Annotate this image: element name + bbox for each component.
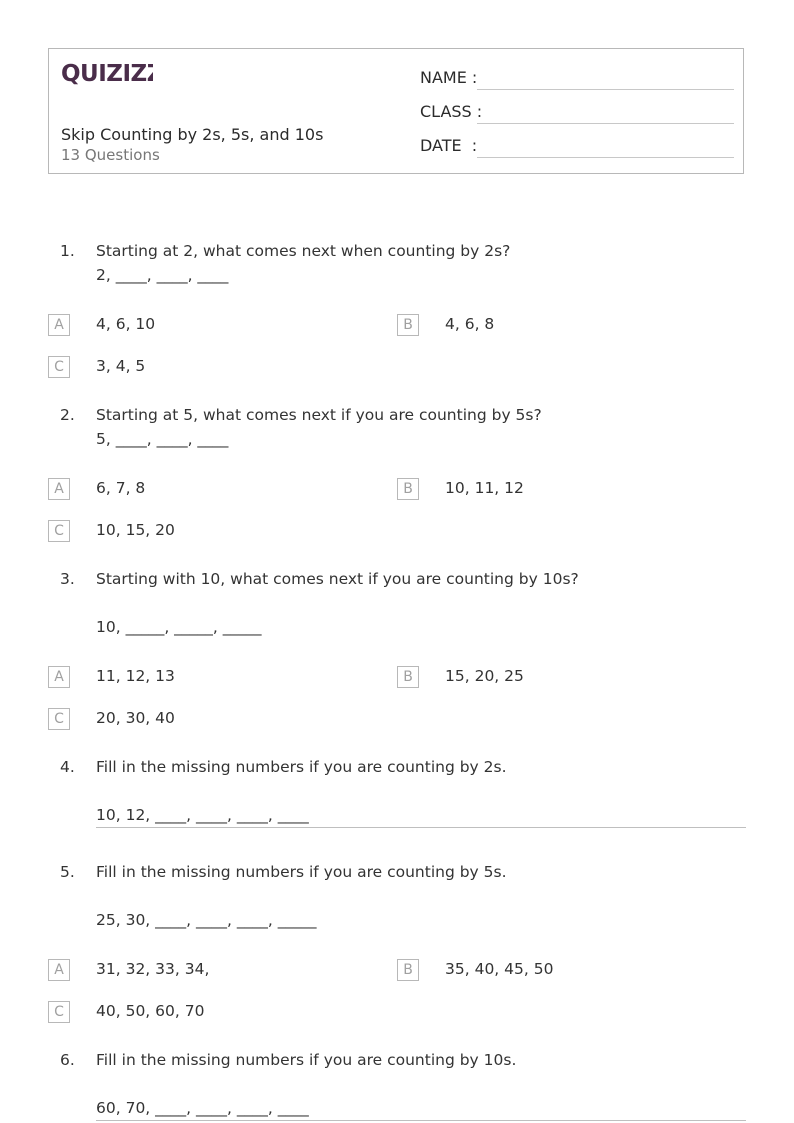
name-label: NAME : <box>420 68 478 87</box>
question-count: 13 Questions <box>61 146 160 164</box>
question-number: 6. <box>60 1051 75 1069</box>
option-a-text[interactable]: 4, 6, 10 <box>96 315 156 333</box>
option-b-text[interactable]: 15, 20, 25 <box>445 667 524 685</box>
option-c-box[interactable]: C <box>48 708 70 730</box>
option-a-box[interactable]: A <box>48 959 70 981</box>
question-subtext: 2, ____, ____, ____ <box>96 266 229 284</box>
question-text: Fill in the missing numbers if you are counting by 10s. <box>96 1051 517 1069</box>
question-subtext: 10, _____, _____, _____ <box>96 618 262 636</box>
question-text: Fill in the missing numbers if you are counting by 5s. <box>96 863 507 881</box>
quizizz-logo <box>61 57 153 89</box>
option-b-text[interactable]: 4, 6, 8 <box>445 315 495 333</box>
option-a-text[interactable]: 31, 32, 33, 34, <box>96 960 210 978</box>
question-number: 2. <box>60 406 75 424</box>
question-subtext: 5, ____, ____, ____ <box>96 430 229 448</box>
option-c-text[interactable]: 20, 30, 40 <box>96 709 175 727</box>
option-b-text[interactable]: 35, 40, 45, 50 <box>445 960 554 978</box>
option-c-text[interactable]: 10, 15, 20 <box>96 521 175 539</box>
option-c-box[interactable]: C <box>48 1001 70 1023</box>
option-b-box[interactable]: B <box>397 314 419 336</box>
class-label: CLASS : <box>420 102 483 121</box>
answer-line[interactable] <box>96 1120 746 1121</box>
option-c-box[interactable]: C <box>48 520 70 542</box>
question-number: 3. <box>60 570 75 588</box>
option-a-box[interactable]: A <box>48 478 70 500</box>
class-field[interactable] <box>420 100 734 124</box>
option-c-text[interactable]: 40, 50, 60, 70 <box>96 1002 205 1020</box>
question-text: Starting at 2, what comes next when counting by 2s? <box>96 242 511 260</box>
question-text: Fill in the missing numbers if you are counting by 2s. <box>96 758 507 776</box>
option-c-text[interactable]: 3, 4, 5 <box>96 357 146 375</box>
logo-icon <box>61 57 153 87</box>
date-field[interactable] <box>420 134 734 158</box>
option-a-box[interactable]: A <box>48 314 70 336</box>
option-c-box[interactable]: C <box>48 356 70 378</box>
name-field[interactable] <box>420 66 734 90</box>
worksheet-header <box>48 48 744 174</box>
worksheet-title: Skip Counting by 2s, 5s, and 10s <box>61 125 324 144</box>
option-a-box[interactable]: A <box>48 666 70 688</box>
option-b-box[interactable]: B <box>397 666 419 688</box>
option-b-text[interactable]: 10, 11, 12 <box>445 479 524 497</box>
question-number: 1. <box>60 242 75 260</box>
question-text: Starting at 5, what comes next if you are counting by 5s? <box>96 406 542 424</box>
option-a-text[interactable]: 6, 7, 8 <box>96 479 146 497</box>
question-subtext: 10, 12, ____, ____, ____, ____ <box>96 806 309 824</box>
question-number: 5. <box>60 863 75 881</box>
option-b-box[interactable]: B <box>397 478 419 500</box>
option-a-text[interactable]: 11, 12, 13 <box>96 667 175 685</box>
logo-wordmark: QUIZIZZ <box>61 61 153 87</box>
question-subtext: 60, 70, ____, ____, ____, ____ <box>96 1099 309 1117</box>
name-line[interactable] <box>477 89 734 90</box>
class-line[interactable] <box>477 123 734 124</box>
question-subtext: 25, 30, ____, ____, ____, _____ <box>96 911 317 929</box>
question-number: 4. <box>60 758 75 776</box>
answer-line[interactable] <box>96 827 746 828</box>
question-text: Starting with 10, what comes next if you are counting by 10s? <box>96 570 579 588</box>
date-line[interactable] <box>477 157 734 158</box>
date-label: DATE : <box>420 136 478 155</box>
option-b-box[interactable]: B <box>397 959 419 981</box>
